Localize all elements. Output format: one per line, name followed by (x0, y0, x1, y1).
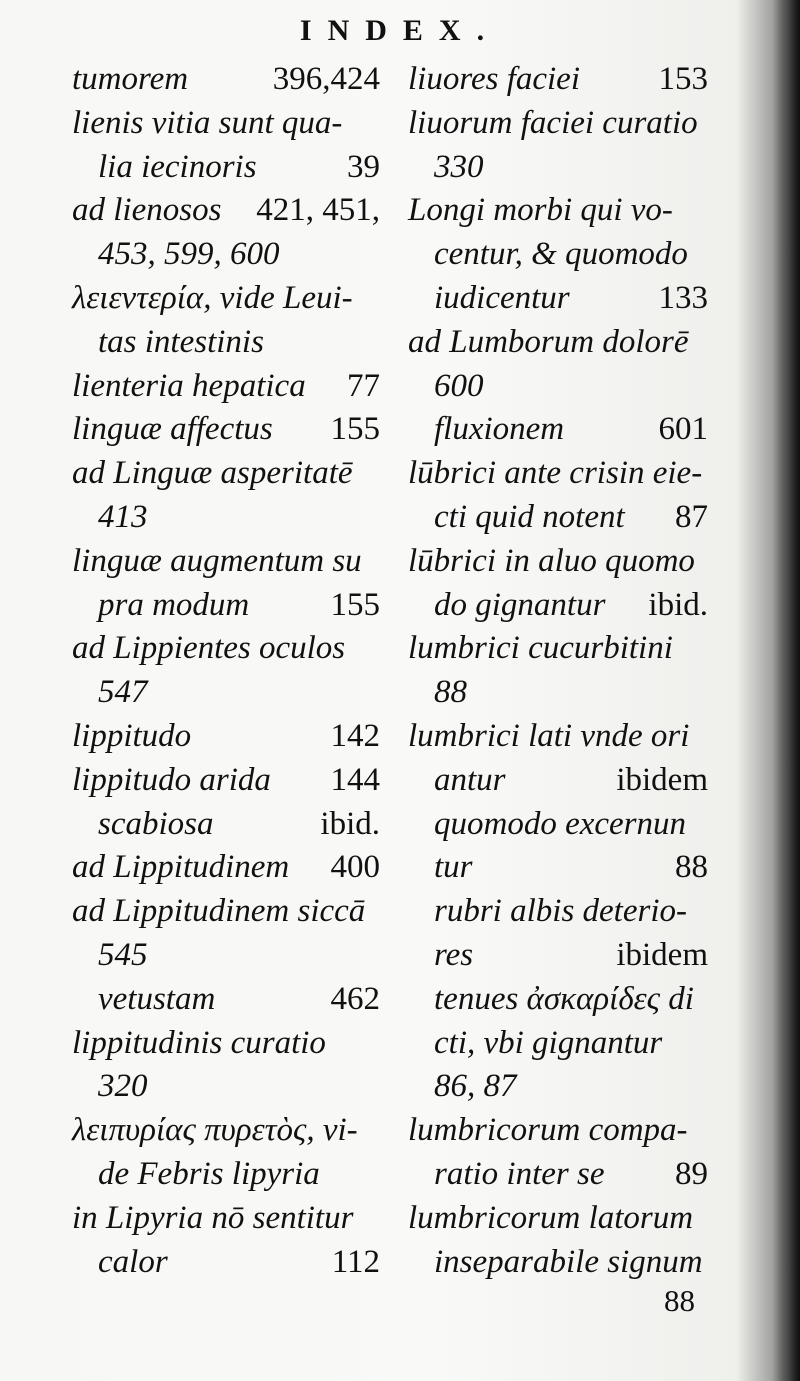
index-entry (72, 890, 380, 934)
index-entry (408, 627, 708, 671)
index-entry (72, 365, 380, 409)
index-entry (72, 408, 380, 452)
index-entry (408, 496, 708, 540)
index-entry (72, 540, 380, 584)
index-entry-text: ratio inter se (434, 1155, 605, 1192)
index-entry (408, 1065, 708, 1109)
index-entry (408, 1241, 708, 1285)
index-entry-page: 155 (330, 411, 380, 448)
index-entry-text: lippitudo arida (72, 761, 271, 798)
index-entry (72, 846, 380, 890)
index-entry (72, 1153, 380, 1197)
index-entry-text: quomodo excernun (434, 805, 687, 842)
index-entry-page: 39 (347, 148, 380, 185)
index-entry-text: ad Lippientes oculos (72, 630, 346, 667)
index-entry-text: lumbricorum compa- (408, 1112, 688, 1149)
index-entry (408, 1109, 708, 1153)
index-entry (408, 146, 708, 190)
index-entry (72, 1241, 380, 1285)
index-entry-text: iudicentur (434, 279, 570, 316)
index-entry (72, 1197, 380, 1241)
index-entry-text: lia iecinoris (98, 148, 257, 185)
index-entry-text: antur (434, 761, 506, 798)
index-entry-text: tumorem (72, 61, 189, 97)
index-entry-page: 421, 451, (256, 192, 380, 229)
index-entry (72, 496, 380, 540)
index-entry-page: ibidem (616, 761, 708, 798)
index-entry-text: vetustam (98, 980, 216, 1017)
index-entry-text: cti quid notent (434, 498, 625, 535)
index-entry (72, 58, 380, 102)
index-entry-page: 112 (331, 1243, 380, 1280)
index-entry-text: 547 (98, 674, 148, 711)
index-entry-text: lienteria hepatica (72, 367, 306, 404)
index-entry-text: tas intestinis (98, 323, 264, 360)
index-entry-page: 601 (658, 411, 708, 448)
index-entry (408, 671, 708, 715)
index-entry-text: rubri albis deterio- (434, 893, 687, 930)
index-entry (72, 1065, 380, 1109)
index-entry-text: de Febris lipyria (98, 1155, 320, 1192)
index-entry (72, 671, 380, 715)
index-entry (72, 1109, 380, 1153)
index-entry-text: pra modum (98, 586, 250, 623)
index-entry-text: ad Lippitudinem (72, 849, 290, 886)
index-entry (72, 277, 380, 321)
index-entry (408, 759, 708, 803)
index-entry-text: ad Lippitudinem siccā (72, 893, 366, 930)
index-entry-page: 400 (330, 849, 380, 886)
index-entry-text: ad Lumborum dolorē (408, 323, 689, 360)
index-entry (72, 146, 380, 190)
index-entry (408, 1197, 708, 1241)
index-entry-text: ad Linguæ asperitatē (72, 455, 353, 492)
index-entry-text: cti, vbi gignantur (434, 1024, 663, 1061)
index-entry-page: 144 (330, 761, 380, 798)
index-entry-text: liuores faciei (408, 61, 580, 97)
index-entry-text: 330 (434, 148, 484, 185)
index-entry-text: linguæ augmentum su (72, 542, 362, 579)
index-entry (408, 189, 708, 233)
index-entry (408, 365, 708, 409)
index-entry (408, 978, 708, 1022)
index-entry-text: λειεντερία, vide Leui- (72, 279, 353, 316)
index-entry-text: inseparabile signum (434, 1243, 703, 1280)
index-entry-page: ibidem (616, 936, 708, 973)
index-entry (408, 408, 708, 452)
index-entry (72, 934, 380, 978)
index-entry-page: ibid. (648, 586, 708, 623)
index-entry-page: 155 (330, 586, 380, 623)
index-entry-text: tur (434, 849, 473, 886)
index-entry (72, 759, 380, 803)
index-entry (408, 540, 708, 584)
index-entry-page: 396,424 (272, 61, 380, 97)
index-entry-text: 600 (434, 367, 484, 404)
index-entry-text: linguæ affectus (72, 411, 273, 448)
index-entry (72, 102, 380, 146)
index-column-left (72, 58, 380, 1284)
index-entry (408, 233, 708, 277)
index-entry-text: calor (98, 1243, 168, 1280)
index-entry-text: res (434, 936, 474, 973)
index-entry-text: in Lipyria nō sentitur (72, 1199, 354, 1236)
index-entry-text: 545 (98, 936, 148, 973)
index-entry-text: scabiosa (98, 805, 214, 842)
index-entry (72, 627, 380, 671)
page-gutter-shadow (772, 0, 800, 1381)
index-entry-page: 77 (347, 367, 380, 404)
index-entry-text: lumbricorum latorum (408, 1199, 694, 1236)
index-entry-page: ibid. (320, 805, 380, 842)
index-entry-text: 413 (98, 498, 148, 535)
index-entry (408, 452, 708, 496)
index-entry-text: 320 (98, 1068, 148, 1105)
index-entry-page: 88 (675, 849, 708, 886)
index-entry-text: lippitudo (72, 717, 192, 754)
index-column-right (408, 58, 708, 1284)
index-entry-text: fluxionem (434, 411, 565, 448)
index-entry-text: centur, & quomodo (434, 236, 688, 273)
index-entry (72, 1022, 380, 1066)
index-entry (408, 102, 708, 146)
index-entry (72, 189, 380, 233)
index-entry (72, 452, 380, 496)
index-entry (72, 803, 380, 847)
index-entry-page: 153 (658, 61, 708, 97)
index-entry-text: lūbrici in aluo quomo (408, 542, 695, 579)
index-entry (408, 890, 708, 934)
index-entry-text: lumbrici cucurbitini (408, 630, 673, 667)
page-title: INDEX. (299, 14, 501, 47)
index-entry-text: lienis vitia sunt qua- (72, 104, 343, 141)
index-entry-text: do gignantur (434, 586, 606, 623)
index-entry-text: λειπυρίας πυρετὸς, vi- (72, 1112, 358, 1149)
index-entry-page: 142 (330, 717, 380, 754)
index-entry-page: 87 (675, 498, 708, 535)
index-entry (408, 584, 708, 628)
index-entry-text: Longi morbi qui vo- (408, 192, 673, 229)
index-entry (72, 715, 380, 759)
index-entry (72, 321, 380, 365)
index-entry-text: lumbrici lati vnde ori (408, 717, 690, 754)
index-entry (408, 1022, 708, 1066)
index-entry (408, 846, 708, 890)
index-entry-text: 86, 87 (434, 1068, 517, 1105)
index-entry (408, 934, 708, 978)
index-entry (408, 715, 708, 759)
index-entry-text: lippitudinis curatio (72, 1024, 326, 1061)
index-entry (408, 277, 708, 321)
index-entry-text: liuorum faciei curatio (408, 104, 698, 141)
index-entry (72, 584, 380, 628)
index-entry (72, 233, 380, 277)
index-entry (408, 1153, 708, 1197)
index-entry (72, 978, 380, 1022)
index-entry-text: lūbrici ante crisin eie- (408, 455, 703, 492)
index-entry-page: 133 (658, 279, 708, 316)
index-entry (408, 803, 708, 847)
index-entry-text: 453, 599, 600 (98, 236, 280, 273)
index-entry-text: tenues ἀσκαρίδες di (434, 980, 694, 1017)
index-entry-text: 88 (434, 674, 467, 711)
index-entry (408, 58, 708, 102)
index-entry-text: ad lienosos (72, 192, 222, 229)
index-entry-page: 462 (330, 980, 380, 1017)
index-entry (408, 321, 708, 365)
index-entry-page: 89 (675, 1155, 708, 1192)
catchword: 88 (664, 1283, 695, 1318)
